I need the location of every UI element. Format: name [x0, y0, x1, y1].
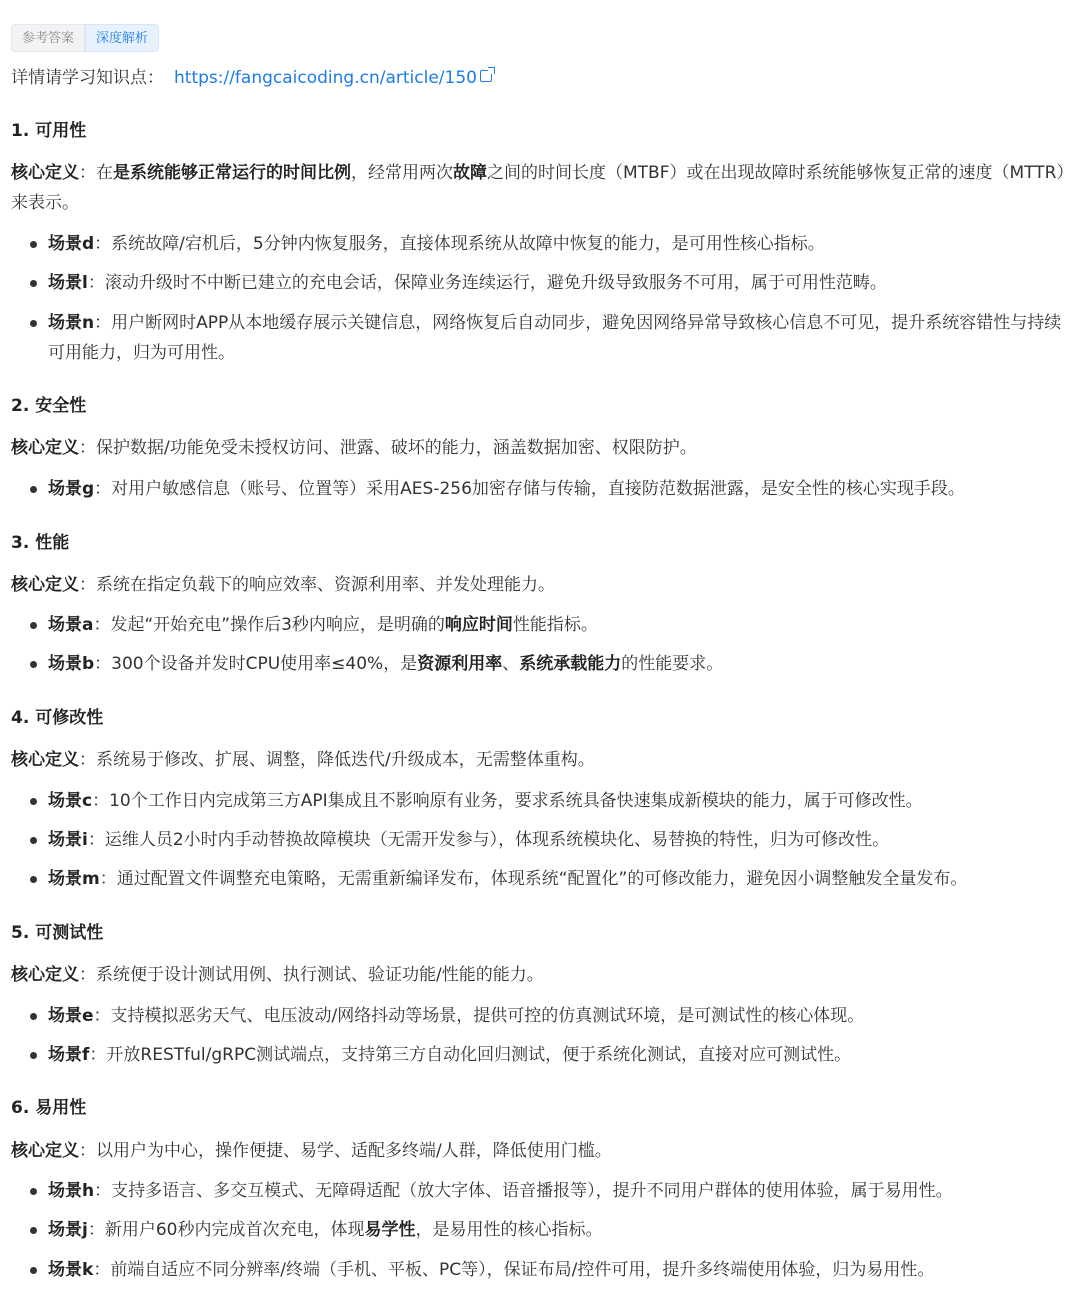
scenario-label: 场景b [48, 654, 95, 674]
colon: ： [79, 575, 96, 595]
scenario-text: 新用户60秒内完成首次充电，体现 [104, 1220, 365, 1240]
scenario-text: 支持多语言、多交互模式、无障碍适配（放大字体、语音播报等），提升不同用户群体的使用体验，属于易用性。 [111, 1181, 953, 1201]
definition-text: 保护数据/功能免受未授权访问、泄露、破坏的能力，涵盖数据加密、权限防护。 [96, 438, 697, 458]
scenario-text: 发起“开始充电”操作后3秒内响应，是明确的 [110, 615, 445, 635]
answer-tabs [11, 24, 159, 52]
colon: ： [87, 273, 105, 293]
definition-text: 系统便于设计测试用例、执行测试、验证功能/性能的能力。 [96, 965, 544, 985]
article-link-text: https://fangcaicoding.cn/article/150 [174, 68, 477, 88]
scenario-label: 场景e [48, 1006, 94, 1026]
definition-text: 在 [96, 163, 113, 183]
list-item [48, 786, 1066, 816]
definition-label: 核心定义 [11, 965, 79, 985]
section-title: 2. 安全性 [11, 396, 87, 416]
list-item [48, 864, 1066, 894]
colon: ： [94, 1181, 112, 1201]
scenario-emphasis: 响应时间 [444, 615, 513, 635]
intro-line [11, 64, 492, 92]
section-title: 5. 可测试性 [11, 923, 104, 943]
list-item [48, 229, 1066, 259]
scenario-label: 场景n [48, 313, 95, 333]
intro-label: 详情请学习知识点： [11, 68, 164, 88]
definition-emphasis: 是系统能够正常运行的时间比例 [113, 163, 351, 183]
scenario-label: 场景c [48, 791, 93, 811]
colon: ： [79, 438, 96, 458]
list-item [48, 1001, 1066, 1031]
scenario-text: 系统故障/宕机后，5分钟内恢复服务，直接体现系统从故障中恢复的能力，是可用性核心指标。 [111, 234, 825, 254]
scenario-label: 场景k [48, 1260, 94, 1280]
section-title: 3. 性能 [11, 533, 70, 553]
definition-label: 核心定义 [11, 750, 79, 770]
definition-text: ，经常用两次 [351, 163, 453, 183]
scenario-text: 300个设备并发时CPU使用率≤40%，是 [111, 654, 418, 674]
scenario-label: 场景a [48, 615, 94, 635]
colon: ： [93, 1260, 111, 1280]
list-item [48, 1176, 1066, 1206]
scenario-label: 场景f [48, 1045, 90, 1065]
list-item [48, 1040, 1066, 1070]
scenario-emphasis: 系统承载能力 [519, 654, 622, 674]
definition-emphasis: 故障 [453, 163, 487, 183]
scenario-text: 前端自适应不同分辨率/终端（手机、平板、PC等），保证布局/控件可用，提升多终端使用体验，归为易用性。 [110, 1260, 935, 1280]
tab-reference-answer[interactable]: 参考答案 [11, 24, 85, 52]
scenario-label: 场景m [48, 869, 100, 889]
definition-text: 之间的时间长度（MTBF）或在出现故障时系统能够恢复正常的速度（MTTR）来表示。 [11, 163, 1065, 213]
scenario-text: 对用户敏感信息（账号、位置等）采用AES-256加密存储与传输，直接防范数据泄露，是安全性的核心实现手段。 [111, 479, 965, 499]
scenario-text: 滚动升级时不中断已建立的充电会话，保障业务连续运行，避免升级导致服务不可用，属于可用性范畴。 [104, 273, 887, 293]
scenario-text: 运维人员2小时内手动替换故障模块（无需开发参与），体现系统模块化、易替换的特性，归为可修改性。 [104, 830, 890, 850]
scenario-emphasis: 易学性 [364, 1220, 416, 1240]
section-title: 6. 易用性 [11, 1098, 87, 1118]
colon: ： [99, 869, 117, 889]
core-definition [11, 158, 1069, 218]
scenario-text: 性能指标。 [512, 615, 598, 635]
scenario-text: 用户断网时APP从本地缓存展示关键信息，网络恢复后自动同步，避免因网络异常导致核心信息不可见，提升系统容错性与持续可用能力，归为可用性。 [48, 313, 1062, 363]
scenario-text: 的性能要求。 [621, 654, 724, 674]
scenario-text: 、 [502, 654, 520, 674]
scenario-label: 场景l [48, 273, 88, 293]
scenario-label: 场景d [48, 234, 95, 254]
section-title: 4. 可修改性 [11, 708, 104, 728]
colon: ： [89, 1045, 107, 1065]
definition-text: 系统在指定负载下的响应效率、资源利用率、并发处理能力。 [96, 575, 555, 595]
scenario-label: 场景j [48, 1220, 88, 1240]
colon: ： [87, 1220, 105, 1240]
core-definition [11, 433, 1069, 463]
external-link-icon [480, 70, 492, 82]
list-item [48, 1255, 1066, 1285]
scenario-label: 场景g [48, 479, 95, 499]
colon: ： [79, 1141, 96, 1161]
scenario-text: ，是易用性的核心指标。 [415, 1220, 603, 1240]
definition-text: 以用户为中心，操作便捷、易学、适配多终端/人群，降低使用门槛。 [96, 1141, 612, 1161]
tab-deep-analysis[interactable]: 深度解析 [85, 24, 159, 52]
list-item [48, 474, 1066, 504]
scenario-text: 开放RESTful/gRPC测试端点，支持第三方自动化回归测试，便于系统化测试，直接对应可测试性。 [106, 1045, 852, 1065]
list-item [48, 825, 1066, 855]
colon: ： [92, 791, 110, 811]
colon: ： [79, 965, 96, 985]
scenario-label: 场景i [48, 830, 88, 850]
colon: ： [94, 479, 112, 499]
list-item [48, 268, 1066, 298]
colon: ： [87, 830, 105, 850]
list-item [48, 649, 1066, 679]
colon: ： [93, 1006, 111, 1026]
definition-label: 核心定义 [11, 1141, 79, 1161]
article-link[interactable] [174, 68, 492, 88]
scenario-label: 场景h [48, 1181, 95, 1201]
core-definition [11, 960, 1069, 990]
colon: ： [79, 750, 96, 770]
scenario-text: 10个工作日内完成第三方API集成且不影响原有业务，要求系统具备快速集成新模块的能力，属于可修改性。 [109, 791, 923, 811]
core-definition [11, 570, 1069, 600]
list-item [48, 1215, 1066, 1245]
definition-label: 核心定义 [11, 438, 79, 458]
definition-text: 系统易于修改、扩展、调整，降低迭代/升级成本，无需整体重构。 [96, 750, 595, 770]
list-item [48, 610, 1066, 640]
core-definition [11, 745, 1069, 775]
colon: ： [79, 163, 96, 183]
scenario-emphasis: 资源利用率 [417, 654, 503, 674]
colon: ： [94, 234, 112, 254]
scenario-text: 通过配置文件调整充电策略，无需重新编译发布，体现系统“配置化”的可修改能力，避免因小调整触发全量发布。 [116, 869, 968, 889]
section-title: 1. 可用性 [11, 121, 87, 141]
colon: ： [94, 654, 112, 674]
scenario-text: 支持模拟恶劣天气、电压波动/网络抖动等场景，提供可控的仿真测试环境，是可测试性的核心体现。 [110, 1006, 865, 1026]
list-item [48, 308, 1066, 368]
core-definition [11, 1136, 1069, 1166]
colon: ： [94, 313, 112, 333]
definition-label: 核心定义 [11, 163, 79, 183]
colon: ： [93, 615, 111, 635]
definition-label: 核心定义 [11, 575, 79, 595]
